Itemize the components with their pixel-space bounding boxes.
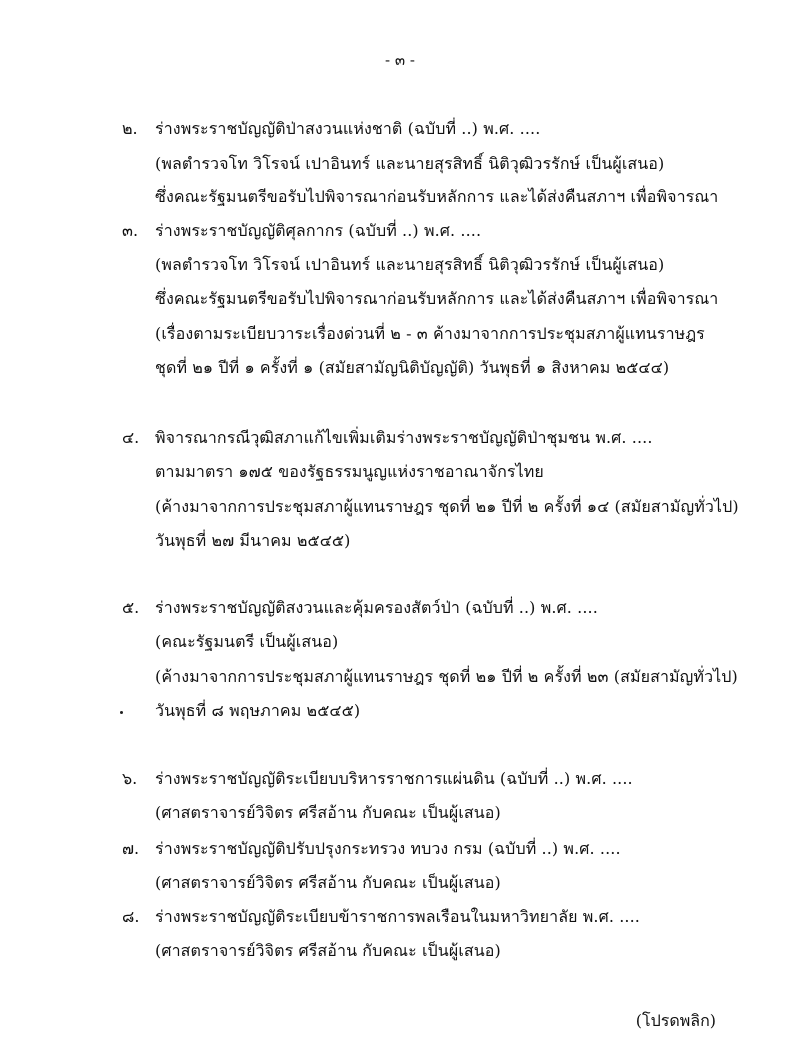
- item-number: ๓.: [122, 221, 139, 240]
- please-turn-over: (โปรดพลิก): [635, 1011, 716, 1030]
- item-number: ๒.: [122, 119, 138, 138]
- item-note: ซึ่งคณะรัฐมนตรีขอรับไปพิจารณาก่อนรับหลักการ และได้ส่งคืนสภาฯ เพื่อพิจารณา: [155, 187, 719, 206]
- item-number: ๔.: [122, 428, 140, 447]
- item-proposer: (ศาสตราจารย์วิจิตร ศรีสอ้าน กับคณะ เป็นผู้เสนอ): [155, 803, 501, 822]
- item-note: ซึ่งคณะรัฐมนตรีขอรับไปพิจารณาก่อนรับหลักการ และได้ส่งคืนสภาฯ เพื่อพิจารณา: [155, 289, 719, 308]
- item-number: ๖.: [122, 769, 138, 788]
- item-title: ร่างพระราชบัญญัติศุลกากร (ฉบับที่ ..) พ.ศ. ....: [155, 221, 482, 240]
- item-proposer: (ศาสตราจารย์วิจิตร ศรีสอ้าน กับคณะ เป็นผู้เสนอ): [155, 941, 501, 960]
- item-title: ร่างพระราชบัญญัติปรับปรุงกระทรวง ทบวง กรม (ฉบับที่ ..) พ.ศ. ....: [155, 839, 621, 858]
- item-number: ๕.: [122, 598, 140, 617]
- item-proposer: (พลตำรวจโท วิโรจน์ เปาอินทร์ และนายสุรสิทธิ์ นิติวุฒิวรรักษ์ เป็นผู้เสนอ): [155, 255, 665, 274]
- item-note: วันพุธที่ ๘ พฤษภาคม ๒๕๔๕): [155, 701, 361, 720]
- item-number: ๘.: [122, 907, 140, 926]
- item-note: (เรื่องตามระเบียบวาระเรื่องด่วนที่ ๒ - ๓ ค้างมาจากการประชุมสภาผู้แทนราษฎร: [155, 324, 705, 343]
- item-note: วันพุธที่ ๒๗ มีนาคม ๒๕๔๕): [155, 531, 351, 550]
- item-proposer: (คณะรัฐมนตรี เป็นผู้เสนอ): [155, 632, 339, 651]
- item-proposer: (ศาสตราจารย์วิจิตร ศรีสอ้าน กับคณะ เป็นผู้เสนอ): [155, 873, 501, 892]
- item-title: ร่างพระราชบัญญัติระเบียบข้าราชการพลเรือนในมหาวิทยาลัย พ.ศ. ....: [155, 907, 640, 926]
- item-title: ร่างพระราชบัญญัติระเบียบบริหารราชการแผ่นดิน (ฉบับที่ ..) พ.ศ. ....: [155, 769, 633, 788]
- item-note: ตามมาตรา ๑๗๕ ของรัฐธรรมนูญแห่งราชอาณาจักรไทย: [155, 462, 544, 481]
- item-note: (ค้างมาจากการประชุมสภาผู้แทนราษฎร ชุดที่ ๒๑ ปีที่ ๒ ครั้งที่ ๑๔ (สมัยสามัญทั่วไป): [155, 497, 739, 516]
- item-number: ๗.: [122, 839, 140, 858]
- stray-dot: [120, 711, 123, 714]
- item-note: (ค้างมาจากการประชุมสภาผู้แทนราษฎร ชุดที่ ๒๑ ปีที่ ๒ ครั้งที่ ๒๓ (สมัยสามัญทั่วไป): [155, 667, 738, 686]
- item-proposer: (พลตำรวจโท วิโรจน์ เปาอินทร์ และนายสุรสิทธิ์ นิติวุฒิวรรักษ์ เป็นผู้เสนอ): [155, 154, 665, 173]
- item-title: ร่างพระราชบัญญัติป่าสงวนแห่งชาติ (ฉบับที่ ..) พ.ศ. ....: [155, 119, 541, 138]
- item-title: ร่างพระราชบัญญัติสงวนและคุ้มครองสัตว์ป่า (ฉบับที่ ..) พ.ศ. ....: [155, 598, 598, 617]
- item-note: ชุดที่ ๒๑ ปีที่ ๑ ครั้งที่ ๑ (สมัยสามัญนิติบัญญัติ) วันพุธที่ ๑ สิงหาคม ๒๕๔๔): [155, 358, 670, 377]
- page-number: - ๓ -: [385, 51, 415, 69]
- item-title: พิจารณากรณีวุฒิสภาแก้ไขเพิ่มเติมร่างพระราชบัญญัติป่าชุมชน พ.ศ. ....: [155, 428, 653, 447]
